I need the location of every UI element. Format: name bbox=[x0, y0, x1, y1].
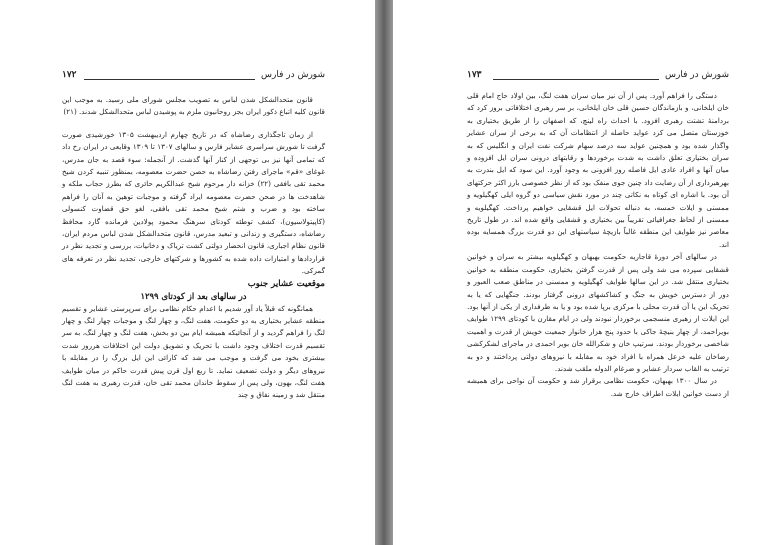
book-gutter bbox=[375, 0, 393, 545]
left-running-title: شورش در فارس bbox=[261, 70, 325, 80]
intro-paragraph: قانون متحدالشکل شدن لباس به تصویب مجلس شورای ملی رسید. به موجب این قانون کلیه اتباع ذکور ایران بجز روحانیون ملزم به پوشیدن لباس متحدالشکل شدند. (۲۱) bbox=[62, 95, 325, 117]
body-paragraph: در سالهای آخر دورهٔ قاجاریه حکومت بهبهان و کهگیلویه بیشتر به سران و خوانین قشقایی سپرده می شد ولی پس از قدرت گرفتن بختیاری، حکومت منطقه به خوانین بختیاری منتقل شد. در این سالها طوایف کهگیلویه و ممسنی در مناطق صعب العبور و دور از دسترس خویش به جنگ و کشاکشهای درونی گرفتار بودند. جنگهایی که یا به تحریک این یا آن قدرت محلی با مرکزی برپا شده بود و یا به طرفداری از یکی از آنها بود. این ایلات از رهبری منسجمی برخوردار نبودند ولی در ایام مقارن با کودتای ۱۲۹۹ طوایف بویراحمد، از چهار بنیچهٔ جاکی با حدود پنج هزار خانوار جمعیت خویش از قدرت و اهمیت شاخصی برخوردار بودند. سرتیپ خان و شکرالله خان بویر احمدی در ماجرای لشکرکشی رضاخان علیه خزعل همراه با افراد خود به مقابله با نیروهای دولتی پرداختند و دو به ترتیب به القاب سردار عشایر و ضرغام الدوله ملقب شدند. bbox=[467, 252, 729, 373]
right-page-body bbox=[467, 90, 729, 400]
section-heading: موقعیت عشایر جنوب bbox=[247, 278, 325, 289]
right-running-title: شورش در فارس bbox=[665, 70, 729, 80]
right-page bbox=[393, 0, 768, 545]
header-rule bbox=[493, 79, 659, 80]
left-page bbox=[0, 0, 375, 545]
body-paragraph: در سال ۱۳۰۰ بهبهان، حکومت نظامی برقرار شد و حکومت آن نواحی برای همیشه از دست خوانین ایلات اطراف خارج شد. bbox=[467, 376, 729, 398]
body-paragraph: از زمان تاجگذاری رضاشاه که در تاریخ چهارم اردیبهشت ۱۳۰۵ خورشیدی صورت گرفت تا شورش سراسری عشایر فارس و سالهای ۱۳۰۷ تا ۱۳۰۹ وقایعی در ایران رخ داد که تمامی آنها نیز بی توجهی از کنار آنها گذشت. از آنجمله: سوء قصد به جان مدرس، غوغای «قم» ماجرای رفتن رضاشاه به حصن حضرت معصومه، بمنظور تنبیه کردن شیخ محمد تقی بافقی (۲۲) خزانه دار مرحوم شیخ عبدالکریم حائری که بطرز حجاب ملکه و شاهدخت ها در صحن حضرت معصومه ایراد گرفته و موجبات توهین به آنان را فراهم ساخته بود و ضرب و شتم شیخ محمد تقی بافقی، لغو حق قضاوت کنسولی (کاپیتولاسیون)، کشف توطئه کودتای سرهنگ محمود پولادین فرمانده گارد محافظ رضاشاه، دستگیری و زندانی و تبعید مدرس، قانون متحدالشکل شدن لباس مردم ایران، قانون نظام اجباری، قانون انحصار دولتی کشت تریاک و دخانیات، بررسی و تجدید نظر در قراردادها و امتیازات داده شده به کشورها و شرکتهای خارجی، تجدید نظر در تعرفه های گمرکی. bbox=[62, 129, 325, 276]
body-paragraph: همانگونه که قبلاً یاد آور شدیم با اعدام حکام نظامی برای سرپرستی عشایر و تقسیم منطقه عشایر بختیاری به دو حکومت، هفت لنگ، و چهار لنگ و موجبات چهار لنگ و چهار لنگ را فراهم گردید و از آنجائیکه همیشه ایام بین دو بخش، هفت لنگ و چهار لنگ، به سر تقسیم قدرت اختلاف وجود داشت با تحریک و تشویق دولت این اختلافات هرروز شدت بیشتری بخود می گرفت و موجب می شد که کارائی این ایل بزرگ را در مقابله با نیروهای دیگر و دولت تضعیف نماید. تا ربع اول قرن پیش قدرت حاکم در میان طوایف هفت لنگ، بهون، ولی پس از سقوط خاندان محمد تقی خان، قدرت رهبری به هفت لنگ منتقل شد و زمینه نفاق و چند bbox=[62, 303, 325, 400]
left-page-body bbox=[62, 94, 325, 402]
right-page-header bbox=[467, 70, 729, 84]
header-rule bbox=[84, 79, 255, 80]
left-page-number: ۱۷۲ bbox=[62, 70, 77, 80]
body-paragraph: دستگی را فراهم آورد. پس از آن نیز میان سران هفت لنگ، بین اولاد حاج امام قلی خان ایلخانی، و بازماندگان حسین قلی خان ایلخانی، بر سر رهبری اختلافاتی بروز کرد که بردامنهٔ تشتت رهبری افزود. با احداث راه لینچ، که اصفهان را از طریق بختیاری به خوزستان متصل می کرد عواید حاصله از انتظامات آن که به برخی از سران عشایر واگذار شده بود و همچنین عواید سه درصد سهام شرکت نفت ایران و انگلیس که به سران بختیاری تعلق داشت به شدت برخوردها و رقابتهای درونی سران ایل افزوده و میان آنها و افراد عادی ایل فاصله روز افزونی به وجود آورد. این سود که ایل بندرت به بهرهبرداری از آن رضایت داد چنین جوی منفک بود که از نظر خصوصی بارز اکثر حرکتهای آن بود. با اشاره ای کوتاه به نکاتی چند در مورد نقش سیاسی دو گروه ایلی کهگیلویه و ممسنی و ایلات خمسه، به دنباله تحولات ایل قشقایی خواهیم پرداخت. کهگیلویه و ممسنی از لحاظ جغرافیائی تقریباً بین بختیاری و قشقایی واقع شده اند. در طول تاریخ معاصر نیز طوایف این منطقه غالباً بازیچهٔ سیاستهای این دو قدرت بزرگ همسایه بوده اند. bbox=[467, 91, 729, 249]
subsection-heading: در سالهای بعد از کودتای ۱۲۹۹ bbox=[140, 291, 247, 302]
right-page-number: ۱۷۳ bbox=[467, 70, 482, 80]
left-page-header bbox=[62, 70, 325, 84]
